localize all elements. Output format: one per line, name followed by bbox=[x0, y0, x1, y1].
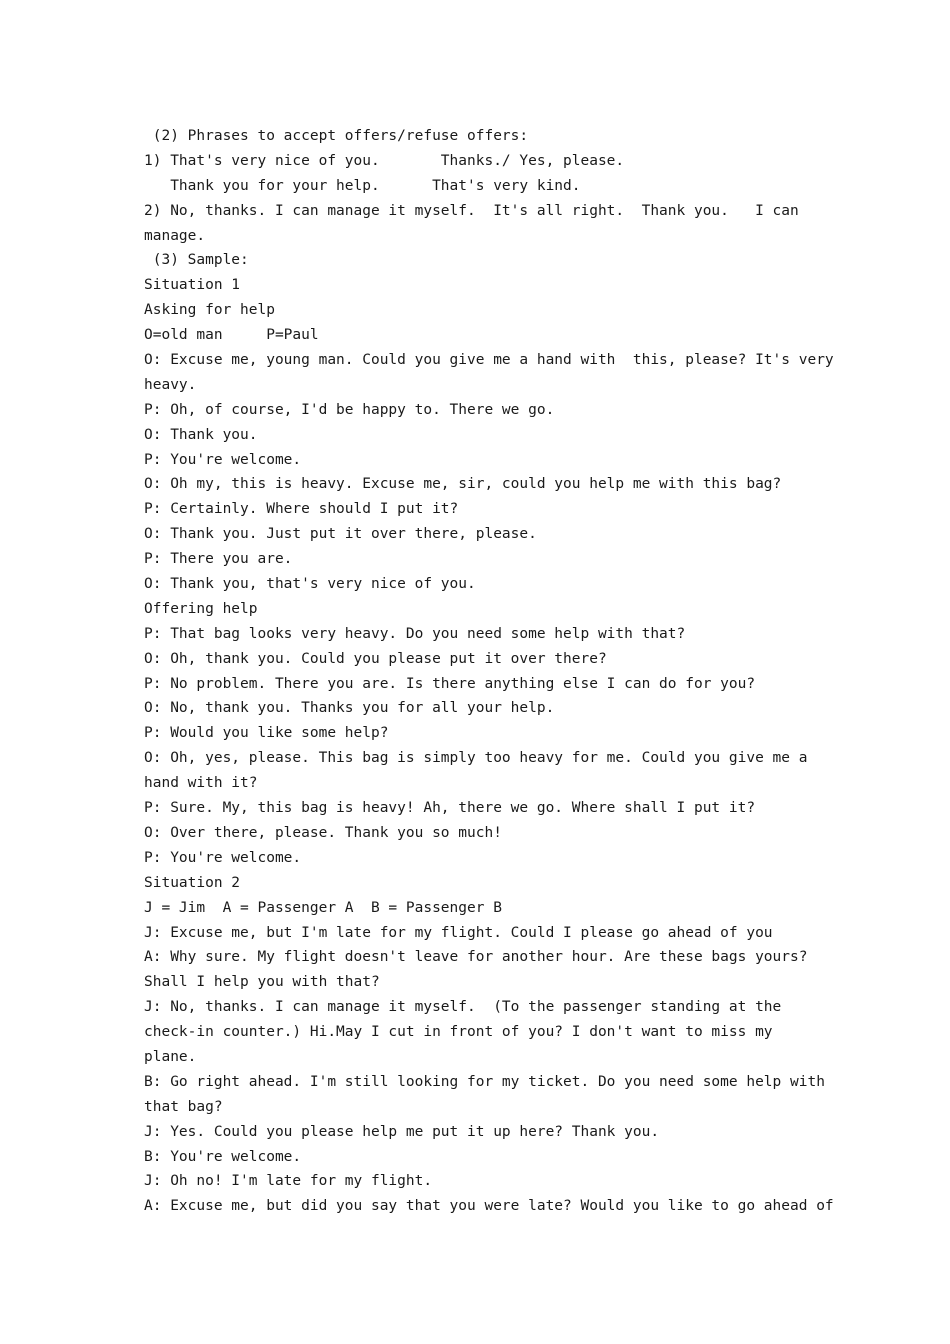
document-body bbox=[144, 124, 834, 1219]
text-line: manage. bbox=[144, 227, 206, 244]
speaker-legend: O=old man P=Paul bbox=[144, 327, 319, 344]
dialogue-line: check-in counter.) Hi.May I cut in front of you? I don't want to miss my bbox=[144, 1024, 773, 1041]
dialogue-line: O: Oh, yes, please. This bag is simply too heavy for me. Could you give me a bbox=[144, 750, 808, 767]
text-line: 1) That's very nice of you. Thanks./ Yes, please. bbox=[144, 152, 625, 169]
dialogue-line: P: That bag looks very heavy. Do you need some help with that? bbox=[144, 625, 686, 642]
dialogue-line: B: You're welcome. bbox=[144, 1148, 302, 1165]
dialogue-line: P: No problem. There you are. Is there anything else I can do for you? bbox=[144, 675, 756, 692]
dialogue-line: O: Excuse me, young man. Could you give me a hand with this, please? It's very bbox=[144, 352, 834, 369]
heading-phrases: (2) Phrases to accept offers/refuse offers: bbox=[144, 128, 529, 144]
dialogue-line: O: Thank you. Just put it over there, please. bbox=[144, 526, 537, 543]
dialogue-line: O: Thank you. bbox=[144, 426, 258, 443]
dialogue-line: P: Sure. My, this bag is heavy! Ah, there we go. Where shall I put it? bbox=[144, 800, 756, 817]
dialogue-line: O: Thank you, that's very nice of you. bbox=[144, 576, 476, 593]
text-line: 2) No, thanks. I can manage it myself. It's all right. Thank you. I can bbox=[144, 202, 799, 219]
dialogue-line: A: Excuse me, but did you say that you were late? Would you like to go ahead of bbox=[144, 1198, 834, 1215]
text-line: Thank you for your help. That's very kind. bbox=[144, 177, 581, 194]
dialogue-line: heavy. bbox=[144, 376, 197, 393]
dialogue-line: P: Certainly. Where should I put it? bbox=[144, 501, 459, 518]
dialogue-line: P: You're welcome. bbox=[144, 849, 302, 866]
dialogue-line: Shall I help you with that? bbox=[144, 974, 380, 991]
dialogue-line: that bag? bbox=[144, 1098, 223, 1115]
dialogue-line: hand with it? bbox=[144, 775, 258, 792]
dialogue-line: B: Go right ahead. I'm still looking for my ticket. Do you need some help with bbox=[144, 1073, 825, 1090]
situation-heading: Situation 2 bbox=[144, 874, 241, 891]
dialogue-line: O: Over there, please. Thank you so much! bbox=[144, 824, 502, 841]
dialogue-line: O: Oh my, this is heavy. Excuse me, sir, could you help me with this bag? bbox=[144, 476, 782, 493]
dialogue-line: O: No, thank you. Thanks you for all your help. bbox=[144, 700, 555, 717]
dialogue-line: P: You're welcome. bbox=[144, 451, 302, 468]
subsection-heading: Asking for help bbox=[144, 302, 275, 319]
heading-sample: (3) Sample: bbox=[144, 252, 249, 269]
dialogue-line: P: There you are. bbox=[144, 551, 293, 568]
speaker-legend: J = Jim A = Passenger A B = Passenger B bbox=[144, 899, 502, 916]
situation-heading: Situation 1 bbox=[144, 277, 241, 294]
dialogue-line: P: Would you like some help? bbox=[144, 725, 389, 742]
dialogue-line: A: Why sure. My flight doesn't leave for another hour. Are these bags yours? bbox=[144, 949, 808, 966]
dialogue-line: O: Oh, thank you. Could you please put it over there? bbox=[144, 650, 607, 667]
dialogue-line: J: Yes. Could you please help me put it up here? Thank you. bbox=[144, 1123, 660, 1140]
dialogue-line: J: Oh no! I'm late for my flight. bbox=[144, 1173, 433, 1190]
dialogue-line: J: Excuse me, but I'm late for my flight. Could I please go ahead of you bbox=[144, 924, 773, 941]
dialogue-line: P: Oh, of course, I'd be happy to. There we go. bbox=[144, 401, 555, 418]
dialogue-line: plane. bbox=[144, 1048, 197, 1065]
subsection-heading: Offering help bbox=[144, 600, 258, 617]
dialogue-line: J: No, thanks. I can manage it myself. (To the passenger standing at the bbox=[144, 999, 782, 1016]
